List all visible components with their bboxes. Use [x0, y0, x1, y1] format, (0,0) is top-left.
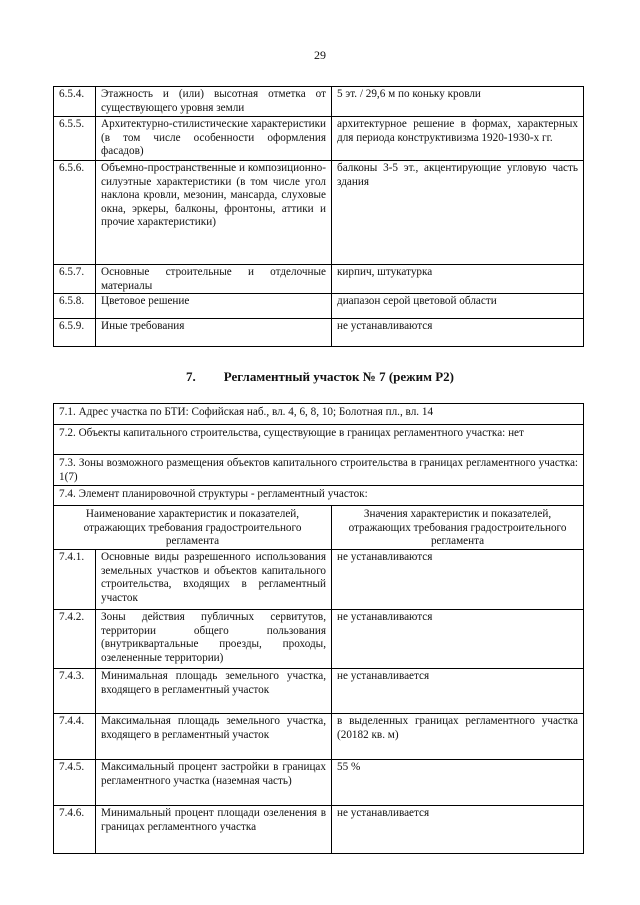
table-row — [54, 87, 584, 117]
row-name: Основные строительные и отделочные материалы — [96, 265, 332, 294]
row-number: 6.5.4. — [54, 87, 96, 117]
page-number: 29 — [314, 48, 326, 62]
characteristics-table-body — [54, 87, 584, 347]
characteristics-table-6-5 — [53, 86, 584, 347]
row-name: Объемно-пространственные и композиционно-силуэтные характеристики (в том числе угол наклона кровли, мезонин, мансарда, слуховые окна, эркеры, балконы, фронтоны, аттики и прочие характеристики) — [96, 161, 332, 265]
row-name: Минимальный процент площади озеленения в границах регламентного участка — [96, 806, 332, 854]
row-number: 7.4.3. — [54, 669, 96, 714]
info-row — [54, 486, 584, 506]
row-number: 7.4.1. — [54, 550, 96, 610]
row-name: Минимальная площадь земельного участка, входящего в регламентный участок — [96, 669, 332, 714]
row-value: балконы 3-5 эт., акцентирующие угловую часть здания — [332, 161, 584, 265]
row-name: Максимальный процент застройки в границах регламентного участка (наземная часть) — [96, 760, 332, 806]
section-number: 7. — [186, 369, 196, 384]
header-left: Наименование характеристик и показателей, отражающих требования градостроительного регламента — [54, 506, 332, 550]
table-row — [54, 806, 584, 854]
info-planning-element: 7.4. Элемент планировочной структуры - регламентный участок: — [54, 486, 584, 506]
row-number: 7.4.5. — [54, 760, 96, 806]
table-row — [54, 714, 584, 760]
row-value: не устанавливаются — [332, 319, 584, 347]
table-row — [54, 669, 584, 714]
row-number: 6.5.9. — [54, 319, 96, 347]
regulation-table-body — [54, 404, 584, 854]
row-name: Максимальная площадь земельного участка, входящего в регламентный участок — [96, 714, 332, 760]
row-number: 6.5.6. — [54, 161, 96, 265]
row-value: не устанавливаются — [332, 550, 584, 610]
table-row — [54, 319, 584, 347]
table-row — [54, 117, 584, 161]
section-title: Регламентный участок № 7 (режим Р2) — [223, 369, 454, 384]
row-value: 55 % — [332, 760, 584, 806]
row-value: архитектурное решение в формах, характерных для периода конструктивизма 1920-1930-х гг. — [332, 117, 584, 161]
row-name: Иные требования — [96, 319, 332, 347]
row-value: не устанавливается — [332, 806, 584, 854]
row-number: 6.5.5. — [54, 117, 96, 161]
row-number: 7.4.2. — [54, 610, 96, 669]
section-heading — [0, 369, 640, 385]
table-row — [54, 294, 584, 319]
info-row — [54, 425, 584, 455]
table-header-row — [54, 506, 584, 550]
table-row — [54, 610, 584, 669]
row-value: не устанавливаются — [332, 610, 584, 669]
row-name: Основные виды разрешенного использования земельных участков и объектов капитального строительства, входящих в регламентный участок — [96, 550, 332, 610]
table-row — [54, 550, 584, 610]
info-address: 7.1. Адрес участка по БТИ: Софийская наб., вл. 4, 6, 8, 10; Болотная пл., вл. 14 — [54, 404, 584, 425]
table-row — [54, 265, 584, 294]
info-zones: 7.3. Зоны возможного размещения объектов капитального строительства в границах регламентного участка: 1(7) — [54, 455, 584, 486]
table-row — [54, 760, 584, 806]
row-value: кирпич, штукатурка — [332, 265, 584, 294]
row-name: Архитектурно-стилистические характеристики (в том числе особенности оформления фасадов) — [96, 117, 332, 161]
row-name: Цветовое решение — [96, 294, 332, 319]
table-row — [54, 161, 584, 265]
regulation-table-7 — [53, 403, 584, 854]
info-row — [54, 404, 584, 425]
info-row — [54, 455, 584, 486]
row-value: диапазон серой цветовой области — [332, 294, 584, 319]
row-value: не устанавливается — [332, 669, 584, 714]
row-number: 6.5.7. — [54, 265, 96, 294]
info-existing-objects: 7.2. Объекты капитального строительства, существующие в границах регламентного участка: нет — [54, 425, 584, 455]
row-number: 6.5.8. — [54, 294, 96, 319]
header-right: Значения характеристик и показателей, отражающих требования градостроительного регламента — [332, 506, 584, 550]
row-number: 7.4.4. — [54, 714, 96, 760]
row-name: Зоны действия публичных сервитутов, территории общего пользования (внутриквартальные проезды, проходы, озелененные территории) — [96, 610, 332, 669]
row-value: 5 эт. / 29,6 м по коньку кровли — [332, 87, 584, 117]
row-name: Этажность и (или) высотная отметка от существующего уровня земли — [96, 87, 332, 117]
row-number: 7.4.6. — [54, 806, 96, 854]
row-value: в выделенных границах регламентного участка (20182 кв. м) — [332, 714, 584, 760]
